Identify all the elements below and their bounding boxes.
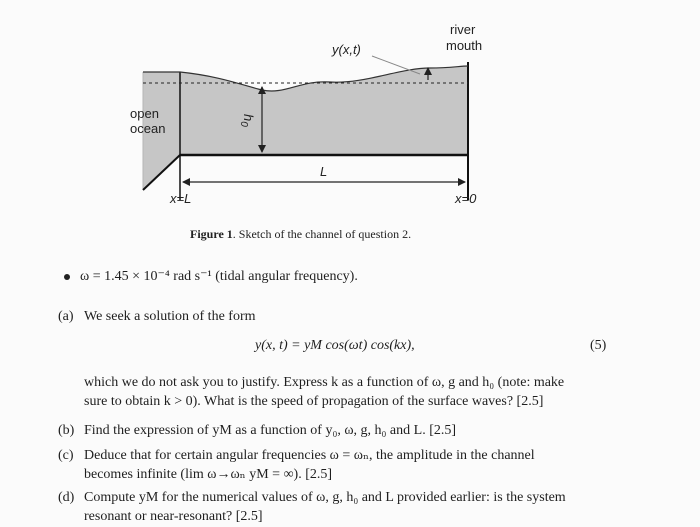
label-surface: y(x,t) <box>332 42 361 57</box>
part-a-line1: which we do not ask you to justify. Express k as a function of ω, g and h₀ (note: make <box>84 375 565 390</box>
label-depth: $h_0$ <box>238 114 256 127</box>
part-a-intro <box>58 307 256 326</box>
part-d <box>58 488 566 526</box>
part-b-label: (b) <box>58 423 75 438</box>
label-river: river <box>450 22 476 37</box>
caption-text: . Sketch of the channel of question 2. <box>232 227 412 241</box>
part-a-label: (a) <box>58 309 74 324</box>
label-mouth: mouth <box>446 38 483 53</box>
label-x-L: x=L <box>170 191 192 206</box>
part-c-label: (c) <box>58 448 74 463</box>
surface-label-pointer <box>372 56 420 74</box>
part-a-line2: sure to obtain k > 0). What is the speed of propagation of the surface waves? [2.5] <box>84 394 544 409</box>
label-open: open <box>130 106 159 121</box>
label-ocean: ocean <box>130 121 166 136</box>
channel-figure <box>0 0 700 260</box>
figure-caption <box>190 227 411 242</box>
part-d-label: (d) <box>58 490 75 505</box>
part-b <box>58 421 456 440</box>
part-c <box>58 446 535 484</box>
bullet-dot <box>64 274 70 280</box>
part-a-intro-text: We seek a solution of the form <box>84 309 256 324</box>
part-b-text: Find the expression of yM as a function of y₀, ω, g, h₀ and L. [2.5] <box>84 423 457 438</box>
label-x-0: x=0 <box>455 191 477 206</box>
part-c-line2: becomes infinite (lim ω→ωₙ yM = ∞). [2.5] <box>84 467 333 482</box>
equation-5: y(x, t) = yM cos(ωt) cos(kx), <box>255 338 415 353</box>
label-length: L <box>320 164 328 179</box>
bullet-text: ω = 1.45 × 10⁻⁴ rad s⁻¹ (tidal angular frequency). <box>80 269 358 284</box>
part-d-line1: Compute yM for the numerical values of ω, g, h₀ and L provided earlier: is the system <box>84 490 566 505</box>
caption-bold: Figure 1 <box>190 227 233 241</box>
part-c-line1: Deduce that for certain angular frequencies ω = ωₙ, the amplitude in the channel <box>84 448 535 463</box>
part-d-line2: resonant or near-resonant? [2.5] <box>84 509 263 524</box>
equation-number: (5) <box>590 338 607 353</box>
part-a-body <box>84 373 564 411</box>
given-angular-frequency <box>64 268 358 285</box>
